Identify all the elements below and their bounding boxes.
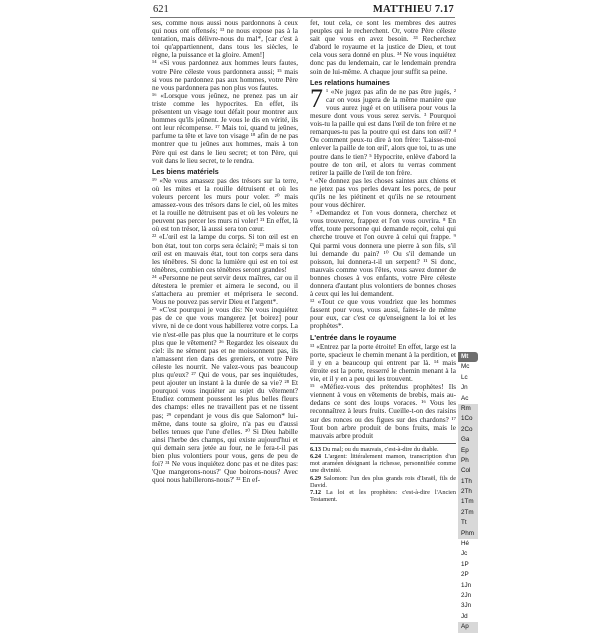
- verse-paragraph: ses, comme nous aussi nous pardonnons à ceux qui nous ont offensés; ¹³ ne nous expose pas à la tentation, mais délivre-nous du mal*, [car c'est à toi qu'appartiennent, dans tous les siècles, le règne, la puissance et la gloire. Amen!]: [152, 19, 298, 60]
- book-tab-jc[interactable]: Jc: [458, 549, 478, 559]
- footnote: [310, 475, 456, 489]
- book-tab-1p[interactable]: 1P: [458, 560, 478, 570]
- book-tab-ac[interactable]: Ac: [458, 394, 478, 404]
- verse-paragraph: ¹⁴ «Si vous pardonnez aux hommes leurs fautes, votre Père céleste vous pardonnera aussi; ¹⁵ mais si vous ne pardonnez pas aux hommes, votre Père ne vous pardonnera pas non plus vos fautes.: [152, 59, 298, 92]
- book-tab-tt[interactable]: Tt: [458, 518, 478, 528]
- footnote-text: L'argent: littéralement mamon, transcription d'un mot araméen désignant la richesse, personnifiée comme une divinité.: [310, 452, 456, 475]
- book-tab-ep[interactable]: Ep: [458, 446, 478, 456]
- book-tab-3jn[interactable]: 3Jn: [458, 601, 478, 611]
- footnote-ref: 6.24: [310, 452, 322, 460]
- book-tab-1tm[interactable]: 1Tm: [458, 497, 478, 507]
- section-heading: L'entrée dans le royaume: [310, 332, 397, 342]
- verse-paragraph: ⁷ «Demandez et l'on vous donnera, cherchez et vous trouverez, frappez et l'on vous ouvrira. ⁸ En effet, toute personne qui demande reçoit, celui qui cherche trouve et l'on ouvre à celui qui frappe. ⁹ Qui parmi vous donnera une pierre à son fils, s'il lui demande du pain? ¹⁰ Ou s'il demande un poisson, lui donnera-t-il un serpent? ¹¹ Si donc, mauvais comme vous l'êtes, vous savez donner de bonnes choses à vos enfants, votre Père céleste donnera d'autant plus volontiers de bonnes choses à ceux qui les lui demandent.: [310, 209, 456, 299]
- book-tab-mt[interactable]: Mt: [458, 352, 478, 362]
- book-index-tabs: [458, 352, 478, 633]
- book-tab-rm[interactable]: Rm: [458, 404, 478, 414]
- right-text-column: [310, 19, 456, 597]
- book-tab-phm[interactable]: Phm: [458, 529, 478, 539]
- book-tab-1jn[interactable]: 1Jn: [458, 581, 478, 591]
- footnote-ref: 6.13: [310, 445, 322, 453]
- verse-paragraph: ¹⁹ «Ne vous amassez pas des trésors sur la terre, où les mites et la rouille détruisent et où les voleurs percent les murs pour voler. ²⁰ mais amassez-vous des trésors dans le ciel, où les mites et la rouille ne détruisent pas et où les voleurs ne peuvent pas percer les murs ni voler! ²¹ En effet, là où est ton trésor, là aussi sera ton cœur.: [152, 176, 298, 234]
- book-tab-lc[interactable]: Lc: [458, 373, 478, 383]
- left-text-column: [152, 19, 298, 597]
- chapter-paragraph: [310, 83, 456, 177]
- book-tab-ap[interactable]: Ap: [458, 622, 478, 632]
- verse-paragraph: fet, tout cela, ce sont les membres des autres peuples qui le recherchent. Or, votre Père céleste sait que vous en avez besoin. ³³ Recherchez d'abord le royaume et la justice de Dieu, et tout cela vous sera donné en plus. ³⁴ Ne vous inquiétez donc pas du lendemain, car le lendemain prendra soin de lui-même. A chaque jour suffit sa peine.: [310, 19, 456, 76]
- chapter-number: 7: [310, 83, 323, 113]
- verse-paragraph: ¹⁵ «Méfiez-vous des prétendus prophètes! Ils viennent à vous en vêtements de brebis, mais au-dedans ce sont des loups voraces. ¹⁶ Vous les reconnaîtrez à leurs fruits. Cueille-t-on des raisins sur des ronces ou des figues sur des chardons? ¹⁷ Tout bon arbre produit de bons fruits, mais le mauvais arbre produit: [310, 383, 456, 440]
- book-tab-jd[interactable]: Jd: [458, 612, 478, 622]
- book-tab-jn[interactable]: Jn: [458, 383, 478, 393]
- verse-paragraph: ⁶ «Ne donnez pas les choses saintes aux chiens et ne jetez pas vos perles devant les porcs, de peur qu'ils ne les piétinent et qu'ils ne se retournent pour vous déchirer.: [310, 176, 456, 210]
- section-heading: Les relations humaines: [310, 77, 390, 87]
- footnote-ref: 6.29: [310, 474, 322, 482]
- book-tab-2co[interactable]: 2Co: [458, 425, 478, 435]
- book-tab-ga[interactable]: Ga: [458, 435, 478, 445]
- footnote-text: La loi et les prophètes: c'est-à-dire l'Ancien Testament.: [310, 489, 456, 504]
- footnote: [310, 453, 456, 475]
- verse-paragraph: ²⁴ «Personne ne peut servir deux maîtres, car ou il détestera le premier et aimera le second, ou il s'attachera au premier et méprisera le second. Vous ne pouvez pas servir Dieu et l'argent*.: [152, 273, 298, 307]
- verse-paragraph: ¹² «Tout ce que vous voudriez que les hommes fassent pour vous, vous aussi, faites-le de même pour eux, car c'est ce qu'enseignent la loi et les prophètes*.: [310, 298, 456, 331]
- footnotes: [310, 443, 456, 504]
- page-number: 621: [153, 4, 169, 15]
- verse-paragraph: ²² «L'œil est la lampe du corps. Si ton œil est en bon état, tout ton corps sera éclairé; ²³ mais si ton œil est en mauvais état, tout ton corps sera dans les ténèbres. Si donc la lumière qui est en toi est ténèbres, combien ces ténèbres seront grandes!: [152, 233, 298, 274]
- section-heading: Les biens matériels: [152, 166, 219, 176]
- footnote-ref: 7.12: [310, 489, 322, 496]
- header-rule: [150, 17, 455, 18]
- verse-text: ¹ «Ne jugez pas afin de ne pas être jugés, ² car on vous jugera de la même manière que vous aurez jugé et on utilisera pour vous la mesure dont vous vous serez servis. ³ Pourquoi vois-tu la paille qui est dans l'œil de ton frère et ne remarques-tu pas la poutre qui est dans ton œil? ⁴ Ou comment peux-tu dire à ton frère: 'Laisse-moi enlever la paille de ton œil', alors que toi, tu as une poutre dans le tien? ⁵ Hypocrite, enlève d'abord la poutre de ton œil, et alors tu verras comment retirer la paille de l'œil de ton frère.: [310, 87, 456, 177]
- verse-paragraph: ¹³ «Entrez par la porte étroite! En effet, large est la porte, spacieux le chemin menant à la perdition, et il y en a beaucoup qui entrent par là. ¹⁴ mais étroite est la porte, resserré le chemin menant à la vie, et il y en a peu qui les trouvent.: [310, 342, 456, 384]
- book-tab-mc[interactable]: Mc: [458, 362, 478, 372]
- footnote: [310, 446, 456, 453]
- book-tab-col[interactable]: Col: [458, 466, 478, 476]
- book-tab-2p[interactable]: 2P: [458, 570, 478, 580]
- book-tab-ph[interactable]: Ph: [458, 456, 478, 466]
- footnote-text: Salomon: l'un des plus grands rois d'Israël, fils de David.: [310, 474, 456, 489]
- book-tab-2tm[interactable]: 2Tm: [458, 508, 478, 518]
- running-header-reference: MATTHIEU 7.17: [372, 4, 454, 15]
- verse-paragraph: ¹⁶ «Lorsque vous jeûnez, ne prenez pas un air triste comme les hypocrites. En effet, ils présentent un visage tout défait pour montrer aux hommes qu'ils jeûnent. Je vous le dis en vérité, ils ont leur récompense. ¹⁷ Mais toi, quand tu jeûnes, parfume ta tête et lave ton visage ¹⁸ afin de ne pas montrer que tu jeûnes aux hommes, mais à ton Père qui est dans le lieu secret; et ton Père, qui voit dans le lieu secret, te le rendra.: [152, 91, 298, 165]
- book-tab-2jn[interactable]: 2Jn: [458, 591, 478, 601]
- book-tab-1co[interactable]: 1Co: [458, 414, 478, 424]
- book-tab-2th[interactable]: 2Th: [458, 487, 478, 497]
- footnote-text: Du mal; ou du mauvais, c'est-à-dire du diable.: [321, 445, 439, 453]
- verse-paragraph: ²⁵ «C'est pourquoi je vous dis: Ne vous inquiétez pas de ce que vous mangerez [et boirez] pour vivre, ni de ce dont vous habillerez votre corps. La vie n'est-elle pas plus que la nourriture et le corps plus que le vêtement? ²⁶ Regardez les oiseaux du ciel: ils ne sèment pas et ne moissonnent pas, ils n'amassent rien dans des greniers, et votre Père céleste les nourrit. Ne valez-vous pas beaucoup plus qu'eux? ²⁷ Qui de vous, par ses inquiétudes, peut ajouter un instant à la durée de sa vie? ²⁸ Et pourquoi vous inquiéter au sujet du vêtement? Etudiez comment poussent les plus belles fleurs des champs: elles ne travaillent pas et ne tissent pas; ²⁹ cependant je vous dis que Salomon* lui-même, dans toute sa gloire, n'a pas eu d'aussi belles tenues que l'une d'elles. ³⁰ Si Dieu habille ainsi l'herbe des champs, qui existe aujourd'hui et qui demain sera jetée au four, ne le fera-t-il pas bien plus volontiers pour vous, gens de peu de foi? ³¹ Ne vous inquiétez donc pas et ne dites pas: 'Que mangerons-nous?' Que boirons-nous? Avec quoi nous habillerons-nous?' ³² En ef-: [152, 306, 298, 485]
- book-tab-hé[interactable]: Hé: [458, 539, 478, 549]
- book-tab-1th[interactable]: 1Th: [458, 477, 478, 487]
- footnote: [310, 489, 456, 503]
